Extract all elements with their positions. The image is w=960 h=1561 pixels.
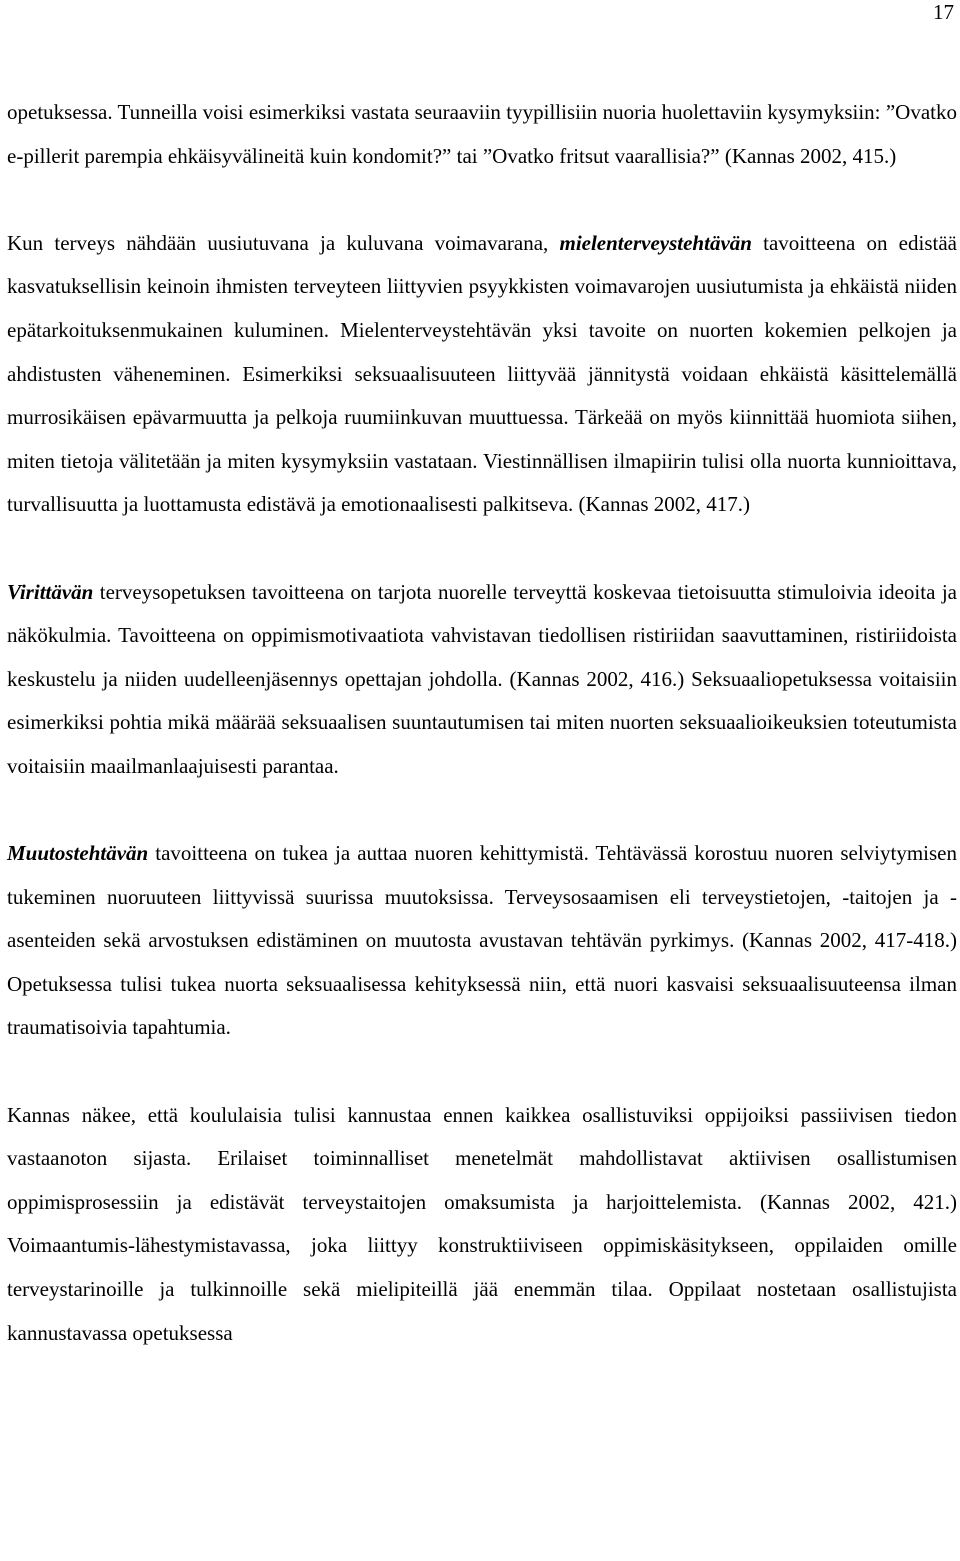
paragraph-prefix: Kun terveys nähdään uusiutuvana ja kuluvana voimavarana, (7, 230, 560, 255)
emphasized-term: mielenterveystehtävän (559, 230, 752, 255)
page-number: 17 (933, 0, 954, 24)
paragraph-mental-health (7, 222, 957, 527)
paragraph-text: tavoitteena on edistää kasvatuksellisin keinoin ihmisten terveyteen liittyvien psyykkisten voimavarojen uusiutumista ja ehkäistä niiden epätarkoituksenmukainen kuluminen. Mielenterveystehtävän yksi tavoite on nuorten kokemien pelkojen ja ahdistusten väheneminen. Esimerkiksi seksuaalisuuteen liittyvää jännitystä voidaan ehkäistä käsittelemällä murrosikäisen epävarmuutta ja pelkoja ruumiinkuvan muuttuessa. Tärkeää on myös kiinnittää huomiota siihen, miten tietoja välitetään ja miten kysymyksiin vastataan. Viestinnällisen ilmapiirin tulisi olla nuorta kunnioittava, turvallisuutta ja luottamusta edistävä ja emotionaalisesti palkitseva. (Kannas 2002, 417.) (7, 230, 957, 517)
paragraph-stimulating (7, 571, 957, 789)
paragraph-text: Kannas näkee, että koululaisia tulisi kannustaa ennen kaikkea osallistuviksi oppijoiksi passiivisen tiedon vastaanoton sijasta. Erilaiset toiminnalliset menetelmät mahdollistavat aktiivisen osallistumisen oppimisprosessiin ja edistävät terveystaitojen omaksumista ja harjoittelemista. (Kannas 2002, 421.) Voimaantumis-lähestymistavassa, joka liittyy konstruktiiviseen oppimiskäsitykseen, oppilaiden omille terveystarinoille ja tulkinnoille sekä mielipiteillä jää enemmän tilaa. Oppilaat nostetaan osallistujista kannustavassa opetuksessa (7, 1102, 957, 1345)
emphasized-term: Muutostehtävän (7, 841, 149, 866)
emphasized-term: Virittävän (7, 579, 94, 604)
paragraph-change (7, 832, 957, 1050)
paragraph-participation (7, 1094, 957, 1356)
document-body (7, 91, 957, 1355)
paragraph-text: terveysopetuksen tavoitteena on tarjota nuorelle terveyttä koskevaa tietoisuutta stimuloivia ideoita ja näkökulmia. Tavoitteena on oppimismotivaatiota vahvistavan tiedollisen ristiriidan saavuttaminen, ristiriidoista keskustelu ja niiden uudelleenjäsennys opettajan johdolla. (Kannas 2002, 416.) Seksuaaliopetuksessa voitaisiin esimerkiksi pohtia mikä määrää seksuaalisen suuntautumisen tai miten nuorten seksuaalioikeuksien toteutumista voitaisiin maailmanlaajuisesti parantaa. (7, 579, 957, 778)
paragraph-intro (7, 91, 957, 178)
paragraph-text: opetuksessa. Tunneilla voisi esimerkiksi vastata seuraaviin tyypillisiin nuoria huolettaviin kysymyksiin: ”Ovatko e-pillerit parempia ehkäisyvälineitä kuin kondomit?” tai ”Ovatko fritsut vaarallisia?” (Kannas 2002, 415.) (7, 100, 957, 168)
paragraph-text: tavoitteena on tukea ja auttaa nuoren kehittymistä. Tehtävässä korostuu nuoren selviytymisen tukeminen nuoruuteen liittyvissä suurissa muutoksissa. Terveysosaamisen eli terveystietojen, -taitojen ja -asenteiden sekä arvostuksen edistäminen on muutosta avustavan tehtävän pyrkimys. (Kannas 2002, 417-418.) Opetuksessa tulisi tukea nuorta seksuaalisessa kehityksessä niin, että nuori kasvaisi seksuaalisuuteensa ilman traumatisoivia tapahtumia. (7, 841, 957, 1040)
